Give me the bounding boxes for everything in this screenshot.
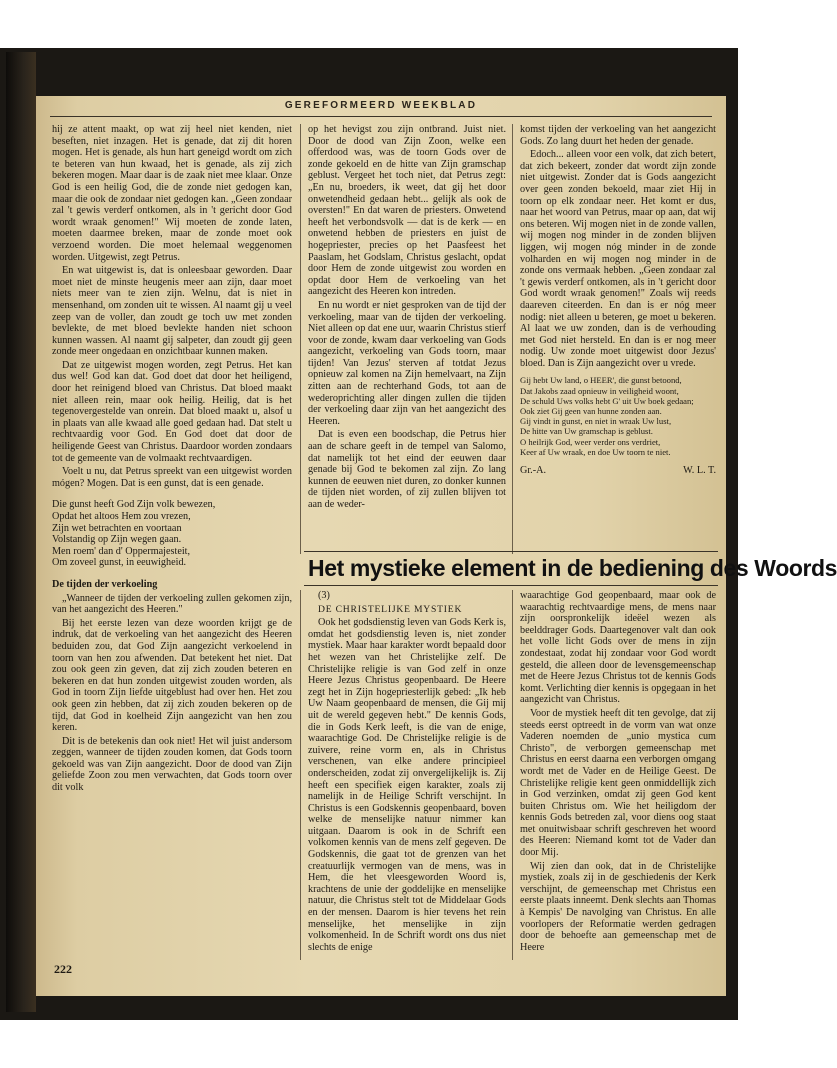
col3-paragraph: Edoch... alleen voor een volk, dat zich betert, dat zich bekeert, zonder dat wordt zijn zonde niet uitgewist. Zonder dat is Gods aangezicht over geen zonden bekoeld, maar ziet Hij in toorn op elk zondaar neer. Het komt er dus, naar het woord van Petrus, maar op aan, dat wij ons beteren. Wij mogen niet in de zonde vallen, wij mogen nog minder in de zonden blijven liggen, wij mogen nóg minder in de zonde volharden en wij mogen nog minder in de zonde ons vermaak hebben. „Geen zondaar zal 't gewis verderf ontkomen, als in 't gericht door God wordt wraak genomen!" Zoals wij reeds daareven citeerden. En dan is er nóg meer nodig: niet alleen u beteren, ge moet u bekeren. Al laat we uw zonden, dan is de verhouding met God niet hersteld. En dan is er nog meer nodig. Uw zonde moet uitgewist door Jezus' bloed. Dan is Zijn aangezicht over u vrede. [520,149,716,369]
poem-line: Volstandig op Zijn wegen gaan. [52,534,182,546]
col1-paragraph: Dit is de betekenis dan ook niet! Het wil juist andersom zeggen, wanneer de tijden zouden komen, dat Gods toorn gekoeld was van Zijn aangezicht. Door de dood van Zijn geliefde Zoon zou men verwachten, dat Gods toorn over dit volk [52,735,292,794]
signature-row [520,465,716,477]
poem-line: Gij vindt in gunst, en niet in wraak Uw lust, [520,416,672,427]
article-part-number: (3) [318,590,330,601]
poem-line: Ook ziet Gij geen van hunne zonden aan. [520,406,662,417]
header-rule [50,116,712,117]
poem-line: Zijn wet betrachten en voortaan [52,522,182,534]
page-number: 222 [54,962,72,976]
article-title: Het mystieke element in de bediening des Woords [308,555,837,581]
col1-paragraph: Voelt u nu, dat Petrus spreekt van een uitgewist worden mógen? Mogen. Dat is een gunst, dat is een genade. [52,466,292,489]
poem-line: Om zoveel gunst, in eeuwigheid. [52,557,187,569]
col1-paragraph: En wat uitgewist is, dat is onleesbaar geworden. Daar moet niet de minste heugenis meer aan zijn, daar moet niets meer van te zien zijn. Welnu, dat is niet in mensenhand, om zonden uit te wissen. Al naamt gij u veel zeep van de voller, dan zoudt ge toch uw met zonden bevlekte, de met bloed bevlekte handen niet schoon kunnen wassen. Al naamt gij salpeter, dan zoudt gij geen zonde meer ongedaan en onzichtbaar kunnen maken. [52,265,292,358]
col3-paragraph: komst tijden der verkoeling van het aangezicht Gods. Zo lang duurt het heden der genade. [520,124,716,147]
book-spine-shadow [6,52,36,1012]
col1-paragraph: hij ze attent maakt, op wat zij heel niet kenden, niet beseften, niet inzagen. Het is genade, dat zij dit horen mogen. Het is genade, als hun hart geneigd wordt om zich te beteren van hun kwaad, het is genade, als zij zich bekeren mogen. Maar daar is de zaak niet mee klaar. Onze God is een heilig God, die de zonde niet gedogen kan, maar die ook de zondaar niet gedogen kan. „Geen zondaar zal 't gewis verderf ontkomen, als in 't gericht door God wordt wraak genomen!" Wij moeten de zonde laten, moeten daarmee breken, maar de zonde moet ook verzoend worden. Die moet helemaal weggenomen worden. Uitgewist, zegt Petrus. [52,124,292,263]
col1-paragraph: Dat ze uitgewist mogen worden, zegt Petrus. Het kan dus wel! God kan dat. God doet dat door het heiligend, door het reinigend bloed van Christus. Dat bloed maakt niet alleen rein, maar ook heilig. Heilig, dat is het tegenovergestelde van onrein. Dat bloed maakt u, alsof u in plaats van alle kwaad alle goed gedaan had. Dat stelt u rechtvaardig voor God. En God doet dat door de heiligende Geest van Christus. Daardoor worden zondaars tot de gemeente van de volmaakt rechtvaardigen. [52,359,292,464]
signature-author: W. L. T. [683,465,716,477]
poem-line: Keer af Uw wraak, en doe Uw toorn te niet. [520,446,671,457]
col1-paragraph: „Wanneer de tijden der verkoeling zullen gekomen zijn, van het aangezicht des Heeren." [52,592,292,616]
poem-line: Die gunst heeft God Zijn volk bewezen, [52,499,216,511]
article-bottom-rule [304,585,718,586]
col2-paragraph: op het hevigst zou zijn ontbrand. Juist niet. Door de dood van Zijn Zoon, welke een offerdood was, was de toorn Gods over de zonde gekoeld en de hitte van Zijn gramschap geblust. Vergeet het toch niet, dat Petrus zegt: „En nu, broeders, ik weet, dat gij het door onwetendheid gedaan hebt... gelijk als ook de oversten!" En dat waren de priesters. Onwetend heeft het verbondsvolk — dat is de kerk — en onwetend hebben de priesters en juist de hogepriester, precies op het Paasfeest het Paaslam, het Godslam, Christus geslacht, opdat door Hem de zonde uitgewist zou worden en opdat door Hem de verkoeling van het aangezicht des Heeren kon intreden. [308,124,506,298]
magazine-page [36,96,837,996]
signature-place: Gr.-A. [520,465,547,477]
column-divider-2 [512,124,513,554]
column-2 [308,124,506,554]
column-divider-4 [512,590,513,960]
poem-line: Men roem' dan d' Oppermajesteit, [52,545,191,557]
col1-paragraph: Bij het eerste lezen van deze woorden krijgt ge de indruk, dat de verkoeling van het aangezicht des Heeren beduiden zou, dat God Zijn aangezicht verkoelend in toorn van hen zou afwenden. Dat betekent het niet. Dat zou ook geen zin geven, dat zij zich zouden beteren en bekeren en dat hun zonden uitgewist zouden worden, als God in toorn Zijn liefde uitgeblust had over hen. Het zou ook geen zin hebben, dat zij zich zouden bekeren op de tijd, dat God in koelheid Zijn aangezicht van hen zou keren. [52,617,292,734]
poem-line: Dat Jakobs zaad opnieuw in veiligheid woont, [520,385,679,396]
column-3 [520,124,716,554]
column-divider-1 [300,124,301,554]
masthead: GEREFORMEERD WEEKBLAD [284,100,478,111]
poem-line: Gij hebt Uw land, o HEER', die gunst betoond, [520,375,682,386]
article-top-rule [304,551,718,552]
col1-subheading: De tijden der verkoeling [52,578,158,590]
article-paragraph: waarachtige God geopenbaard, maar ook de waarachtig rechtvaardige mens, de mens naar zijn oorspronkelijk ideëel wezen als beelddrager Gods. Daartegenover valt dan ook het volle licht Gods over de mens in zijn zondestaat, zodat hij zondaar voor God wordt gesteld, die alleen door de levensgemeenschap met de Heere Jezus Christus tot de kennis Gods komt. Verlichting dier kennis is opgegaan in het aangezicht van Christus. [520,590,716,706]
article-paragraph: Voor de mystiek heeft dit ten gevolge, dat zij steeds eerst optreedt in de vorm van wat onze Vaderen noemden de „unio mystica cum Christo", de verborgen gemeenschap met Christus en eerst daarna een verborgen omgang wordt met de Vader en de Heilige Geest. De Christelijke religie kent geen onmiddellijk zich in God verzinken, omdat zij geen God kent buiten Christus om. Wie het heiligdom der kennis Gods betreden zal, voor diens oog staat met onuitwisbaar schrift geschreven het woord des Heeren: Niemand komt tot de Vader dan door Mij. [520,707,716,859]
column-1 [52,124,292,954]
column-divider-3 [300,590,301,960]
col2-paragraph: Dat is even een boodschap, die Petrus hier aan de schare geeft in de tempel van Salomo, dat namelijk tot het eind der eeuwen daar genade bij God te bekomen zal zijn. Zo lang kunnen de eeuwen niet duren, zo donker kunnen de tijden niet worden, of zij zullen blijven tot aan de weder- [308,429,506,510]
col3-poem [520,375,716,457]
article-paragraph: Wij zien dan ook, dat in de Christelijke mystiek, zoals zij in de geschiedenis der Kerk verschijnt, de gemeenschap met Christus een eerste plaats inneemt. Denk slechts aan Thomas à Kempis' De navolging van Christus. En alle voorlopers der Reformatie werden gedragen door de behoefte aan gemeenschap met de Heere [520,860,716,953]
poem-line: Opdat het altoos Hem zou vrezen, [52,511,191,522]
col2-paragraph: En nu wordt er niet gesproken van de tijd der verkoeling, maar van de tijden der verkoeling. Niet alleen op dat ene uur, waarin Christus stierf voor de zonde, kwam daar verkoeling van Gods aangezicht, verkoeling van Gods toorn, maar tijden! Van Jezus' sterven af totdat Jezus opnieuw zal komen na Zijn hemelvaart, na Zijn zitten aan de rechterhand Gods, tot aan de wederoprichting aller dingen zullen die tijden der verkoeling daar zijn van het aangezicht des Heeren. [308,299,506,427]
poem-line: O heilrijk God, weer verder ons verdriet, [520,436,661,447]
poem-line: De hitte van Uw gramschap is geblust. [520,426,653,437]
col1-poem [52,499,292,569]
poem-line: De schuld Uws volks hebt G' uit Uw boek gedaan; [520,395,694,406]
article-section-title: DE CHRISTELIJKE MYSTIEK [318,603,463,615]
article-paragraph: Ook het godsdienstig leven van Gods Kerk is, omdat het godsdienstig leven is, niet zonder mystiek. Maar haar karakter wordt bepaald door het wezen van het Christelijke zelf. De Christelijke religie is van God zelf in onze Heere Jezus Christus geopenbaard. De Heere zegt het in Zijn hogepriesterlijk gebed: „Ik heb Uw Naam geopenbaard de mensen, die Gij mij uit de wereld gegeven hebt." De kennis Gods, die in Gods Kerk leeft, is die van de enige, waarachtige God. De Christelijke religie is de zuivere, reine vorm en, als in Christus verschenen, van elke andere principieel onderscheiden, zodat zij onvergelijkelijk is. Zij heeft een specifiek eigen karakter, zoals zij namelijk in de Heilige Schrift verschijnt. In Christus is een Godskennis geopenbaard, boven welke de menselijke natuur nimmer kan uitgaan. Daarom is ook in de Schrift een volkomen kennis van de mens zelf gegeven. De Godskennis, die gaat tot de grenzen van het creatuurlijk vermogen van de mens, was in Hem, die het vleesgeworden Woord is, krachtens de unie der goddelijke en menselijke natuur, die Christus stelt tot de Middelaar Gods en der mensen. Daarom is hier tevens het rein menselijke, het menselijke in zijn volkomenheid. In de Schrift wordt ons dus niet slechts de enige [308,617,506,953]
article-column-right [520,590,716,960]
article-column-left [308,590,506,960]
